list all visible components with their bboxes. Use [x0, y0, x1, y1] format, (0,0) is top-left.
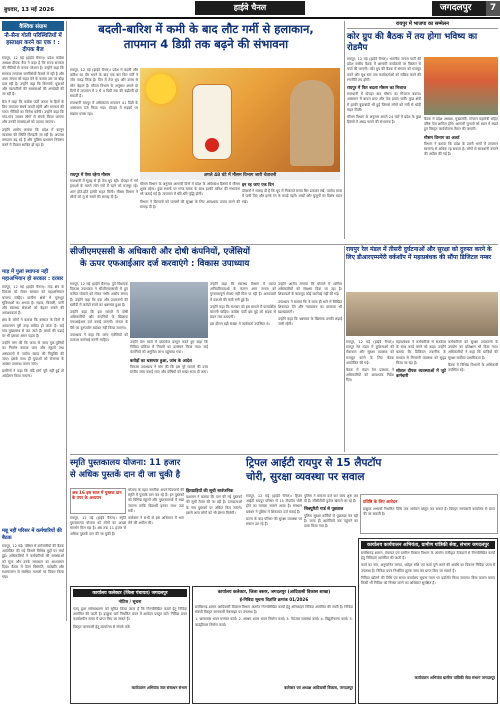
- bottom-right-sub-heading: सिक्युरिटी गार्ड से पूछताछ: [304, 506, 344, 512]
- right-sub-heading: सोशल दीपक व्यवस्थाओं में जुटे कर्मचारी: [396, 368, 446, 379]
- notice-left-title: कार्यालय कलेक्टर (जिला पंचायत) जगदलपुर: [73, 589, 187, 597]
- left-headline: नौ-सैना गोली परिस्थितियों में हस्ताक्षर करने का एक ! : दीपक बैज: [4, 33, 62, 53]
- bjp-meeting-photo: [424, 57, 498, 115]
- middle-sub-heading: करोड़ों का भ्रष्टाचार हुआ, जांच के आदेश: [130, 357, 192, 363]
- notice-left-footer: कार्यपालन अभियंता जल संसाधन संभाग: [131, 685, 187, 690]
- bottom-right-box: [360, 494, 498, 534]
- bottom-left-side-head: हितग्राहियों की सूची सार्वजनिक: [186, 488, 234, 493]
- middle-body-1: रायपुर, 12 मई (हाईवे चैनल)। पूर्व विधायक विकास उपाध्याय ने सीजीएमएससी में हुए कथित घोटाले को लेकर गंभीर आरोप लगाए हैं। उन्होंने कहा कि दवा और उपकरणों की खरीदी में करोड़ों रुपये का भ्रष्टाचार हुआ है। उन्होंने कहा कि इस मामले में दोषी अधिकारियों और कंपनियों के खिलाफ एफआईआर दर्ज कराई जाएगी। जनता के पैसे का दुरुपयोग बर्दाश्त नहीं किया जाएगा। उपाध्याय ने कहा कि जांच एजेंसियों को तत्काल कार्रवाई करनी चाहिए।: [70, 282, 128, 343]
- bottom-left-body-1: रायपुर, 12 मई (हाईवे चैनल)। स्मृति पुस्तकालय योजना को लोगों का अच्छा समर्थन मिल रहा है। अब तक 11 हजार से अधिक पुस्तकें दान की जा चुकी हैं।: [70, 516, 126, 536]
- notice-left-body: एतद् द्वारा सर्वसाधारण को सूचित किया जाता है कि निम्नलिखित कार्यों हेतु निविदा आमंत्रित की जाती है। इच्छुक फर्म निर्धारित प्रपत्र में आवेदन प्रस्तुत करें। निविदा प्रपत्र कार्यालयीन समय में प्राप्त किए जा सकते हैं। विस्तृत जानकारी हेतु कार्यालय से संपर्क करें।: [73, 607, 187, 629]
- notice-right: [358, 538, 498, 704]
- right-body-3: कर्मचारियों को सुरक्षा उपकरणों के उपयोग का प्रशिक्षण भी दिया गया। अधिकारियों ने कहा कि यात्रियों की सुरक्षा सर्वोच्च प्राथमिकता है। बैठक में विभिन्न विभागों के अधिकारी उपस्थित रहे।: [448, 340, 498, 373]
- top-right-strap: रायपुर में भाजपा का सम्मेलन: [347, 21, 498, 29]
- left-body-2: रायपुर, 12 मई (हाईवे चैनल)। माड़ क्षेत्र के विकास को लेकर सरकार को महाअभियान चलाना चाहिए। ग्रामीण क्षेत्रों में मूलभूत सुविधाओं का अभाव है। सड़क, बिजली, पानी और स्वास्थ्य सेवाओं को बेहतर बनाने की आवश्यकता है। क्षेत्र के लोगों ने बताया कि बरसात के दिनों में आवागमन पूरी तरह बाधित हो जाता है। कई गांव मुख्यालय से कट जाते हैं। बच्चों की पढ़ाई पर भी इसका असर पड़ता है। उन्होंने मांग की कि जल्द से जल्द पुल-पुलियों का निर्माण कराया जाए और स्कूलों तथा अस्पतालों में पर्याप्त स्टाफ की नियुक्ति की जाए। इसके साथ ही युवाओं को रोजगार के अवसर उपलब्ध कराए जाएं। ग्रामीणों ने कहा कि यदि मांगें पूरी नहीं हुईं तो आंदोलन किया जाएगा।: [2, 285, 64, 379]
- notice-right-footer: कार्यपालन अभियंता ग्रामीण यांत्रिकी सेवा संभाग जगदलपुर: [414, 675, 495, 680]
- middle-headline: [70, 246, 342, 280]
- left-body-3: रायपुर, 12 मई। परिसर में कर्मचारियों की बैठक आयोजित की गई जिसमें विभिन्न मुद्दों पर चर्चा हुई। अधिकारियों ने कर्मचारियों की समस्याओं को सुना और उनके समाधान का आश्वासन दिया। बैठक में वेतन विसंगति, पदोन्नति और स्थानांतरण से संबंधित मामलों पर विचार किया गया।: [2, 544, 64, 580]
- top-right-headline: कोर ग्रुप की बैठक में तय होगा भविष्य का रोडमैप: [347, 32, 478, 53]
- main-side-heading: रायपुर में ऐसा रहेगा मौसम: [70, 172, 111, 177]
- rail-meeting-photo: [346, 292, 498, 336]
- bottom-left-body-3: हितग्राहियों की सूची सार्वजनिक प्रशासन ने बताया कि दान की गई पुस्तकों की सूची तैयार की जा रही है। दानदाताओं के नाम पुस्तकों पर अंकित किए जाएंगे। इससे अन्य लोगों को भी प्रेरणा मिलेगी।: [186, 488, 242, 515]
- right-body-1: रायपुर, 12 मई (हाईवे चैनल)। रायपुर रेल मंडल में दुर्घटनाओं की रोकथाम और सुरक्षा व्यवस्था को मजबूत करने के लिए बैठक आयोजित की गई। बैठक में मंडल रेल प्रबंधक ने अधिकारियों को आवश्यक निर्देश दिए।: [346, 340, 394, 383]
- divider-main-middle: [70, 244, 498, 245]
- bottom-left-headline-line-1: स्मृति पुस्तकालय योजना: 11 हजार: [70, 457, 181, 467]
- bottom-left-quote-box: [70, 488, 126, 514]
- thermometer-bulb: [205, 138, 219, 152]
- bottom-left-headline-line-2: से अधिक पुस्तकें दान दी जा चुकी है: [70, 469, 181, 479]
- main-box-heading: इन रह जाए एक दिन: [242, 182, 274, 187]
- masthead: [0, 0, 500, 17]
- middle-body-4: उन्होंने आरोप लगाया कि घोटाले में शामिल अधिकारियों को संरक्षण दिया जा रहा है। शिकायतों के बावजूद कोई कार्रवाई नहीं की गई। उपाध्याय ने बताया कि वे जल्द ही थाने में लिखित शिकायत देंगे और न्यायालय का दरवाजा भी खटखटाएंगे। उन्होंने कहा कि भ्रष्टाचार के खिलाफ उनकी लड़ाई जारी रहेगी।: [278, 282, 342, 327]
- city-name: जगदलपुर: [432, 1, 500, 16]
- main-headline-line-1: बदली-बारिश में कमी के बाद लौट गर्मी से हलाकान,: [98, 22, 314, 36]
- column-divider-main: [344, 21, 345, 239]
- person-silhouette: [290, 80, 334, 166]
- notice-right-title: कार्यालय कार्यपालन अभियंता, ग्रामीण यांत्रिकी सेवा, संभाग जगदलपुर: [361, 541, 495, 549]
- bottom-right-headline: [246, 456, 498, 492]
- notice-left: [70, 586, 190, 704]
- column-divider-middle: [344, 246, 345, 452]
- notice-middle-footer: कलेक्टर एवं अध्यक्ष आदिवासी विकास, जगदलपुर: [284, 685, 353, 690]
- notice-middle: [192, 586, 356, 704]
- bottom-right-headline-line-1: ट्रिपल आईटी रायपुर से 15 लैपटॉप: [246, 457, 382, 469]
- left-column: [2, 21, 64, 631]
- main-body-lower-2: मौसम विभाग के अनुसार आगामी दिनों में प्रदेश के अधिकांश हिस्सों में मौसम शुष्क रहेगा। कुछ स्थानों पर गरज-चमक के साथ हल्की बारिश की संभावना भी जताई गई है। तापमान में धीरे-धीरे वृद्धि होगी। विभाग ने किसानों को फसलों की सुरक्षा के लिए आवश्यक उपाय करने की सलाह दी है।: [140, 182, 240, 209]
- top-right-body-1: रायपुर, 12 मई (हाईवे चैनल)। भारतीय जनता पार्टी की प्रदेश स्तरीय बैठक में आगामी कार्यक्रमों पर विस्तार से चर्चा की जाएगी। कोर ग्रुप की बैठक में संगठन को मजबूत करने और बूथ स्तर तक कार्यकर्ताओं को सक्रिय करने की रणनीति तय होगी। रायपुर में फिर बदला मौसम का मिजाज राजधानी में दोपहर बाद मौसम का मिजाज बदला। आसमान में बादल छाए और तेज हवाएं चलीं। कुछ क्षेत्रों में हल्की बूंदाबांदी भी हुई जिससे लोगों को गर्मी से थोड़ी राहत मिली। मौसम विभाग के अनुसार अगले 24 घंटों में प्रदेश के कुछ हिस्सों में अंधड़ चलने की संभावना है।: [347, 57, 421, 125]
- main-body-left: रायपुर, 12 मई (हाईवे चैनल)। प्रदेश में बदली और बारिश का दौर थमने के बाद एक बार फिर गर्मी ने जोर पकड़ लिया है। दिन में तेज धूप और उमस से लोग बेहाल हैं। मौसम विभाग के अनुसार अगले दो दिनों में तापमान में 2 से 4 डिग्री तक की बढ़ोतरी हो सकती है। राजधानी रायपुर में अधिकतम तापमान 41 डिग्री के आसपास दर्ज किया गया। दोपहर में सड़कों पर सन्नाटा पसरा रहा।: [70, 68, 138, 116]
- divider-middle-bottom: [70, 454, 498, 455]
- masthead-rule: [0, 17, 500, 19]
- bottom-right-box-body: इच्छुक अभ्यर्थी निर्धारित तिथि तक आवेदन प्रस्तुत कर सकते हैं। विस्तृत जानकारी कार्यालय से प्राप्त की जा सकती है।: [363, 507, 495, 517]
- sun-graphic: [146, 74, 176, 104]
- middle-headline-line-2: के ऊपर एफआईआर दर्ज करवाएंगे : विकास उपाध्याय: [80, 259, 250, 269]
- bottom-left-body-2: योजना के तहत नागरिक अपने प्रियजनों की स्मृति में पुस्तकें दान कर रहे हैं। इन पुस्तकों को विभिन्न स्कूलों और पुस्तकालयों में रखा जाएगा ताकि विद्यार्थी इनका लाभ उठा सकें। कलेक्टर ने सभी से इस अभियान में भाग लेने की अपील की।: [128, 488, 184, 526]
- issue-date: बुधवार, 13 मई 2026: [4, 7, 55, 13]
- bottom-left-quote: अब 16 इस साल में पुस्तक दान के उपर के अध्ययन: [72, 490, 122, 501]
- right-headline: रायपुर रेल मंडल में तीसरी दुर्घटनाओं और सुरक्षा को दुरुस्त करने के लिए डीआरएम्ममेरी वर्कशॉप में महाप्रबंधक की सौंपा डिजिटल नम्बर: [346, 246, 492, 261]
- main-photo-caption: अगले 48 घंटे में मौसम विभाग जारी चेतावनी: [140, 172, 340, 180]
- left-subheadline: माड़ में पुलां स्थापना नहीं महाअभियान हो सरकार : दरबार: [2, 269, 64, 282]
- left-box-title: वैश्विक संग्राम: [2, 21, 64, 31]
- bottom-right-box-heading: प्रविष्टि के लिए आवेदन: [363, 499, 398, 504]
- notice-middle-subtitle: ई-निविदा सूचना विज्ञप्ति क्रमांक 01/2026: [239, 597, 309, 602]
- right-body-2: महाप्रबंधक ने कर्मचारियों से सतर्कता के साथ कार्य करने को कहा। उन्होंने बताया कि डिजिटल तकनीक के माध्यम से निगरानी व्यवस्था को सुदृढ़ किया जा रहा है। सोशल दीपक व्यवस्थाओं में जुटे कर्मचारी: [396, 340, 446, 379]
- top-right-story: [347, 21, 498, 241]
- notice-left-subtitle: नोटिस / सूचना: [118, 599, 142, 604]
- left-body-1: रायपुर, 12 मई (हाईवे चैनल)। प्रदेश कांग्रेस अध्यक्ष दीपक बैज ने कहा है कि राज्य सरकार की नीतियों से जनता परेशान है। उन्होंने कहा कि सरकार लगातार जनविरोधी फैसले ले रही है और आम जनता को राहत देने के बजाय उस पर बोझ डाल रही है। उन्होंने कहा कि किसानों, युवाओं और व्यापारियों की समस्याओं की अनदेखी की जा रही है। बैज ने कहा कि कांग्रेस पार्टी जनता के हितों के लिए लगातार संघर्ष करती रहेगी और सरकार की गलत नीतियों का विरोध करेगी। उन्होंने कहा कि गांव-गांव जाकर लोगों से संपर्क किया जाएगा और उनकी समस्याओं को उठाया जाएगा। उन्होंने आरोप लगाया कि प्रदेश में कानून व्यवस्था की स्थिति बिगड़ती जा रही है। अपराध लगातार बढ़ रहे हैं और पुलिस प्रशासन नियंत्रण करने में विफल साबित हो रहा है।: [2, 56, 64, 148]
- bottom-right-body-2: पुलिस ने मामला दर्ज कर जांच शुरू कर दी है। सीसीटीवी फुटेज खंगाले जा रहे हैं। सिक्युरिटी गार्ड से पूछताछ पुलिस सुरक्षा कर्मियों से पूछताछ कर रही है। जल्द ही आरोपियों तक पहुंचने का दावा किया गया है।: [304, 494, 358, 529]
- middle-headline-line-1: सीजीएमएससी के अधिकारी और दोषी कंपनियों, एजेंसियों: [70, 247, 250, 257]
- top-right-body-2: बैठक में प्रदेश अध्यक्ष, मुख्यमंत्री, संगठन महामंत्री सहित वरिष्ठ नेता शामिल होंगे। आगामी चुनावों को ध्यान में रखते हुए विस्तृत कार्ययोजना तैयार की जाएगी। मौसम विभाग का अलर्ट विभाग ने बताया कि प्रदेश के उत्तरी भागों में तापमान सामान्य से अधिक रह सकता है। लोगों से सावधानी बरतने की अपील की गई है।: [424, 117, 498, 157]
- notice-right-body: छत्तीसगढ़ शासन, पंचायत एवं ग्रामीण विकास विभाग के अंतर्गत पंजीकृत ठेकेदारों से निम्नलिखित कार्यों हेतु निविदाएं आमंत्रित की जाती हैं। कार्य का नाम, अनुमानित लागत, धरोहर राशि एवं कार्य पूर्ण करने की अवधि का विवरण निविदा प्रपत्र में उपलब्ध है। निविदा प्रपत्र निर्धारित शुल्क जमा कर प्राप्त किए जा सकते हैं। निविदा खोलने की तिथि एवं समय कार्यालय सूचना पटल पर प्रदर्शित किया जाएगा। बिना कारण बताए किसी भी निविदा को निरस्त करने का अधिकार सुरक्षित है।: [361, 551, 495, 586]
- top-right-side-heading: मौसम विभाग का अलर्ट: [424, 134, 460, 140]
- press-conference-photo: [130, 282, 208, 338]
- section-name: हाईवे चैनल: [195, 1, 305, 15]
- notice-middle-title: कार्यालय कलेक्टर, जिला बस्तर, जगदलपुर (आदिवासी विकास शाखा): [217, 590, 331, 595]
- bottom-left-headline: [70, 456, 242, 486]
- main-headline-line-2: तापमान 4 डिग्री तक बढ़ने की संभावना: [123, 37, 289, 51]
- top-right-sub-heading: रायपुर में फिर बदला मौसम का मिजाज: [347, 85, 407, 91]
- main-body-lower-3: इन रह जाए एक दिन डॉक्टरों ने सलाह दी है कि धूप में निकलते समय सिर ढककर रखें, पर्याप्त मात्रा में पानी पिएं और हल्के रंग के कपड़े पहनें। बच्चों और बुजुर्गों का विशेष ध्यान रखें।: [242, 182, 342, 204]
- main-headline: [70, 22, 342, 68]
- left-pull-quote: मन्नू नहीं परिसर में कर्मचारियों की बैठक: [2, 528, 62, 541]
- heat-photo: [140, 68, 340, 172]
- middle-body-3: उन्होंने कहा कि स्वास्थ्य विभाग में व्याप्त अनियमितताओं के कारण आम जनता को गुणवत्तापूर्ण सेवाएं नहीं मिल पा रही हैं। अस्पतालों में दवाओं की कमी बनी हुई है। उन्होंने कहा कि सरकार को इस मामले में पारदर्शिता बरतनी चाहिए। कांग्रेस पार्टी इस मुद्दे को सड़क से सदन तक उठाएगी। इस दौरान बड़ी संख्या में कार्यकर्ता उपस्थित थे।: [210, 282, 276, 327]
- bottom-right-body-1: रायपुर, 12 मई (हाईवे चैनल)। ट्रिपल आईटी रायपुर परिसर से 15 लैपटॉप चोरी होने का मामला सामने आया है। संस्थान प्रबंधन ने पुलिस में शिकायत दर्ज कराई है। घटना के बाद परिसर की सुरक्षा व्यवस्था पर सवाल उठ रहे हैं।: [246, 494, 302, 527]
- page-number: 7: [486, 1, 500, 16]
- column-divider-left: [66, 21, 67, 621]
- main-body-lower-1: रायपुर में ऐसा रहेगा मौसम राजधानी में सुबह से ही तेज धूप रही। दोपहर में गर्म हवाओं के चलते लोग घरों में रहने को मजबूर रहे। शाम होते-होते हल्की राहत मिली। मौसम विभाग ने लोगों को लू से बचने की सलाह दी है।: [70, 172, 138, 199]
- notice-middle-body: छत्तीसगढ़ शासन आदिवासी विकास विभाग अंतर्गत निम्नलिखित कार्यों हेतु ऑनलाइन निविदा आमंत्रित की जाती है। निविदा संबंधी विस्तृत जानकारी वेबसाइट पर उपलब्ध है। 1. छात्रावास भवन मरम्मत कार्य। 2. आश्रम शाला भवन निर्माण कार्य। 3. पेयजल व्यवस्था कार्य। 4. विद्युतीकरण कार्य। 5. बाउंड्रीवाल निर्माण कार्य।: [195, 605, 353, 627]
- middle-body-2: उन्होंने प्रेस वार्ता में दस्तावेज प्रस्तुत करते हुए कहा कि निविदा प्रक्रिया में नियमों का उल्लंघन किया गया। कई कंपनियों को अनुचित लाभ पहुंचाया गया। करोड़ों का भ्रष्टाचार हुआ, जांच के आदेश विकास उपाध्याय ने मांग की कि इस पूरे मामले की उच्च स्तरीय जांच कराई जाए और दोषियों को सख्त सजा दी जाए।: [130, 340, 208, 375]
- bottom-right-headline-line-2: चोरी, सुरक्षा व्यवस्था पर सवाल: [246, 471, 365, 483]
